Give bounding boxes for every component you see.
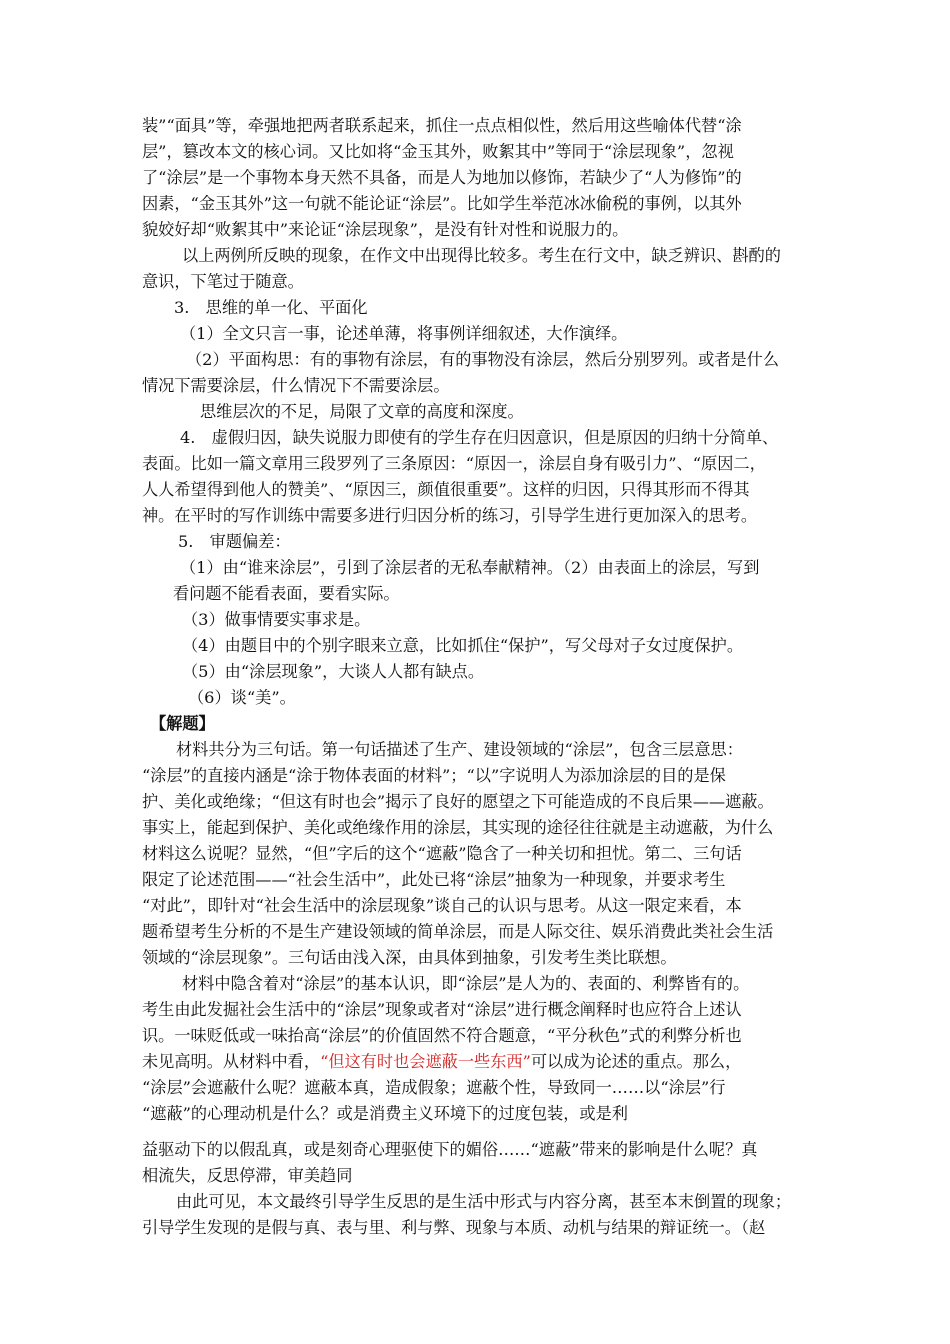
paragraph-line: 限定了论述范围——“社会生活中”，此处已将“涂层”抽象为一种现象，并要求考生 bbox=[142, 870, 726, 889]
paragraph-line: 情况下需要涂层，什么情况下不需要涂层。 bbox=[142, 376, 450, 395]
paragraph-line: 因素，“金玉其外”这一句就不能论证“涂层”。比如学生举范冰冰偷税的事例，以其外 bbox=[142, 194, 742, 213]
list-item: （3）做事情要实事求是。 bbox=[182, 610, 371, 629]
section-heading: 【解题】 bbox=[150, 714, 215, 733]
paragraph-line: 思维层次的不足，局限了文章的高度和深度。 bbox=[200, 402, 524, 421]
paragraph-line: 神。在平时的写作训练中需要多进行归因分析的练习，引导学生进行更加深入的思考。 bbox=[142, 506, 758, 525]
paragraph-line: 装”“面具”等，牵强地把两者联系起来，抓住一点点相似性，然后用这些喻体代替“涂 bbox=[142, 116, 742, 135]
paragraph-line: “涂层”会遮蔽什么呢？遮蔽本真，造成假象；遮蔽个性，导致同一……以“涂层”行 bbox=[142, 1078, 726, 1097]
list-item: 看问题不能看表面，要看实际。 bbox=[173, 584, 400, 603]
paragraph-line: 题希望考生分析的不是生产建设领域的简单涂层，而是人际交往、娱乐消费此类社会生活 bbox=[142, 922, 774, 941]
paragraph-line: 意识，下笔过于随意。 bbox=[142, 272, 304, 291]
paragraph-line: 事实上，能起到保护、美化或绝缘作用的涂层，其实现的途径往往就是主动遮蔽，为什么 bbox=[142, 818, 774, 837]
paragraph-line: 益驱动下的以假乱真，或是刻奇心理驱使下的媚俗……“遮蔽”带来的影响是什么呢？真 bbox=[142, 1140, 758, 1159]
paragraph-line: 材料共分为三句话。第一句话描述了生产、建设领域的“涂层”，包含三层意思： bbox=[176, 740, 743, 759]
list-heading-3: 3. 思维的单一化、平面化 bbox=[174, 298, 368, 317]
paragraph-line: 表面。比如一篇文章用三段罗列了三条原因：“原因一，涂层自身有吸引力”、“原因二， bbox=[142, 454, 766, 473]
paragraph-line: 人人希望得到他人的赞美”、“原因三，颜值很重要”。这样的归因，只得其形而不得其 bbox=[142, 480, 750, 499]
line-prefix: 未见高明。从材料中看， bbox=[142, 1052, 321, 1071]
paragraph-line: 识。一味贬低或一味抬高“涂层”的价值固然不符合题意，“平分秋色”式的利弊分析也 bbox=[142, 1026, 742, 1045]
paragraph-line: 考生由此发掘社会生活中的“涂层”现象或者对“涂层”进行概念阐释时也应符合上述认 bbox=[142, 1000, 742, 1019]
paragraph-line: 引导学生发现的是假与真、表与里、利与弊、现象与本质、动机与结果的辩证统一。（赵 bbox=[142, 1218, 766, 1237]
list-item: （2）平面构思：有的事物有涂层，有的事物没有涂层，然后分别罗列。或者是什么 bbox=[186, 350, 780, 369]
list-heading-5: 5. 审题偏差： bbox=[178, 532, 291, 551]
paragraph-line: 貌姣好却“败絮其中”来论证“涂层现象”，是没有针对性和说服力的。 bbox=[142, 220, 629, 239]
highlighted-quote: “但这有时也会遮蔽一些东西” bbox=[320, 1052, 531, 1071]
list-item: （1）由“谁来涂层”，引到了涂层者的无私奉献精神。（2）由表面上的涂层，写到 bbox=[180, 558, 760, 577]
paragraph-line: 层”，篡改本文的核心词。又比如将“金玉其外，败絮其中”等同于“涂层现象”，忽视 bbox=[142, 142, 734, 161]
paragraph-line: 护、美化或绝缘；“但这有时也会”揭示了良好的愿望之下可能造成的不良后果——遮蔽。 bbox=[142, 792, 774, 811]
list-item: （5）由“涂层现象”，大谈人人都有缺点。 bbox=[182, 662, 485, 681]
paragraph-line: “涂层”的直接内涵是“涂于物体表面的材料”；“以”字说明人为添加涂层的目的是保 bbox=[142, 766, 726, 785]
paragraph-line: 了“涂层”是一个事物本身天然不具备，而是人为地加以修饰，若缺少了“人为修饰”的 bbox=[142, 168, 742, 187]
paragraph-line: “遮蔽”的心理动机是什么？或是消费主义环境下的过度包装，或是利 bbox=[142, 1104, 628, 1123]
paragraph-line: 由此可见，本文最终引导学生反思的是生活中形式与内容分离，甚至本末倒置的现象； bbox=[176, 1192, 792, 1211]
list-heading-4: 4. 虚假归因，缺失说服力即使有的学生存在归因意识，但是原因的归纳十分简单、 bbox=[180, 428, 779, 447]
list-item: （6）谈“美”。 bbox=[188, 688, 296, 707]
paragraph-line: 以上两例所反映的现象，在作文中出现得比较多。考生在行文中，缺乏辨识、斟酌的 bbox=[182, 246, 781, 265]
paragraph-line: 材料中隐含着对“涂层”的基本认识，即“涂层”是人为的、表面的、利弊皆有的。 bbox=[182, 974, 750, 993]
paragraph-line: “对此”，即针对“社会生活中的涂层现象”谈自己的认识与思考。从这一限定来看，本 bbox=[142, 896, 742, 915]
list-item: （4）由题目中的个别字眼来立意，比如抓住“保护”，写父母对子女过度保护。 bbox=[182, 636, 744, 655]
paragraph-line: 相流失，反思停滞，审美趋同 bbox=[142, 1166, 353, 1185]
line-suffix: 可以成为论述的重点。那么， bbox=[530, 1052, 742, 1071]
paragraph-line: 材料这么说呢？显然，“但”字后的这个“遮蔽”隐含了一种关切和担忧。第二、三句话 bbox=[142, 844, 742, 863]
paragraph-line: 领域的“涂层现象”。三句话由浅入深，由具体到抽象，引发考生类比联想。 bbox=[142, 948, 677, 967]
list-item: （1）全文只言一事，论述单薄，将事例详细叙述，大作演绎。 bbox=[180, 324, 628, 343]
paragraph-line bbox=[142, 1049, 822, 1075]
